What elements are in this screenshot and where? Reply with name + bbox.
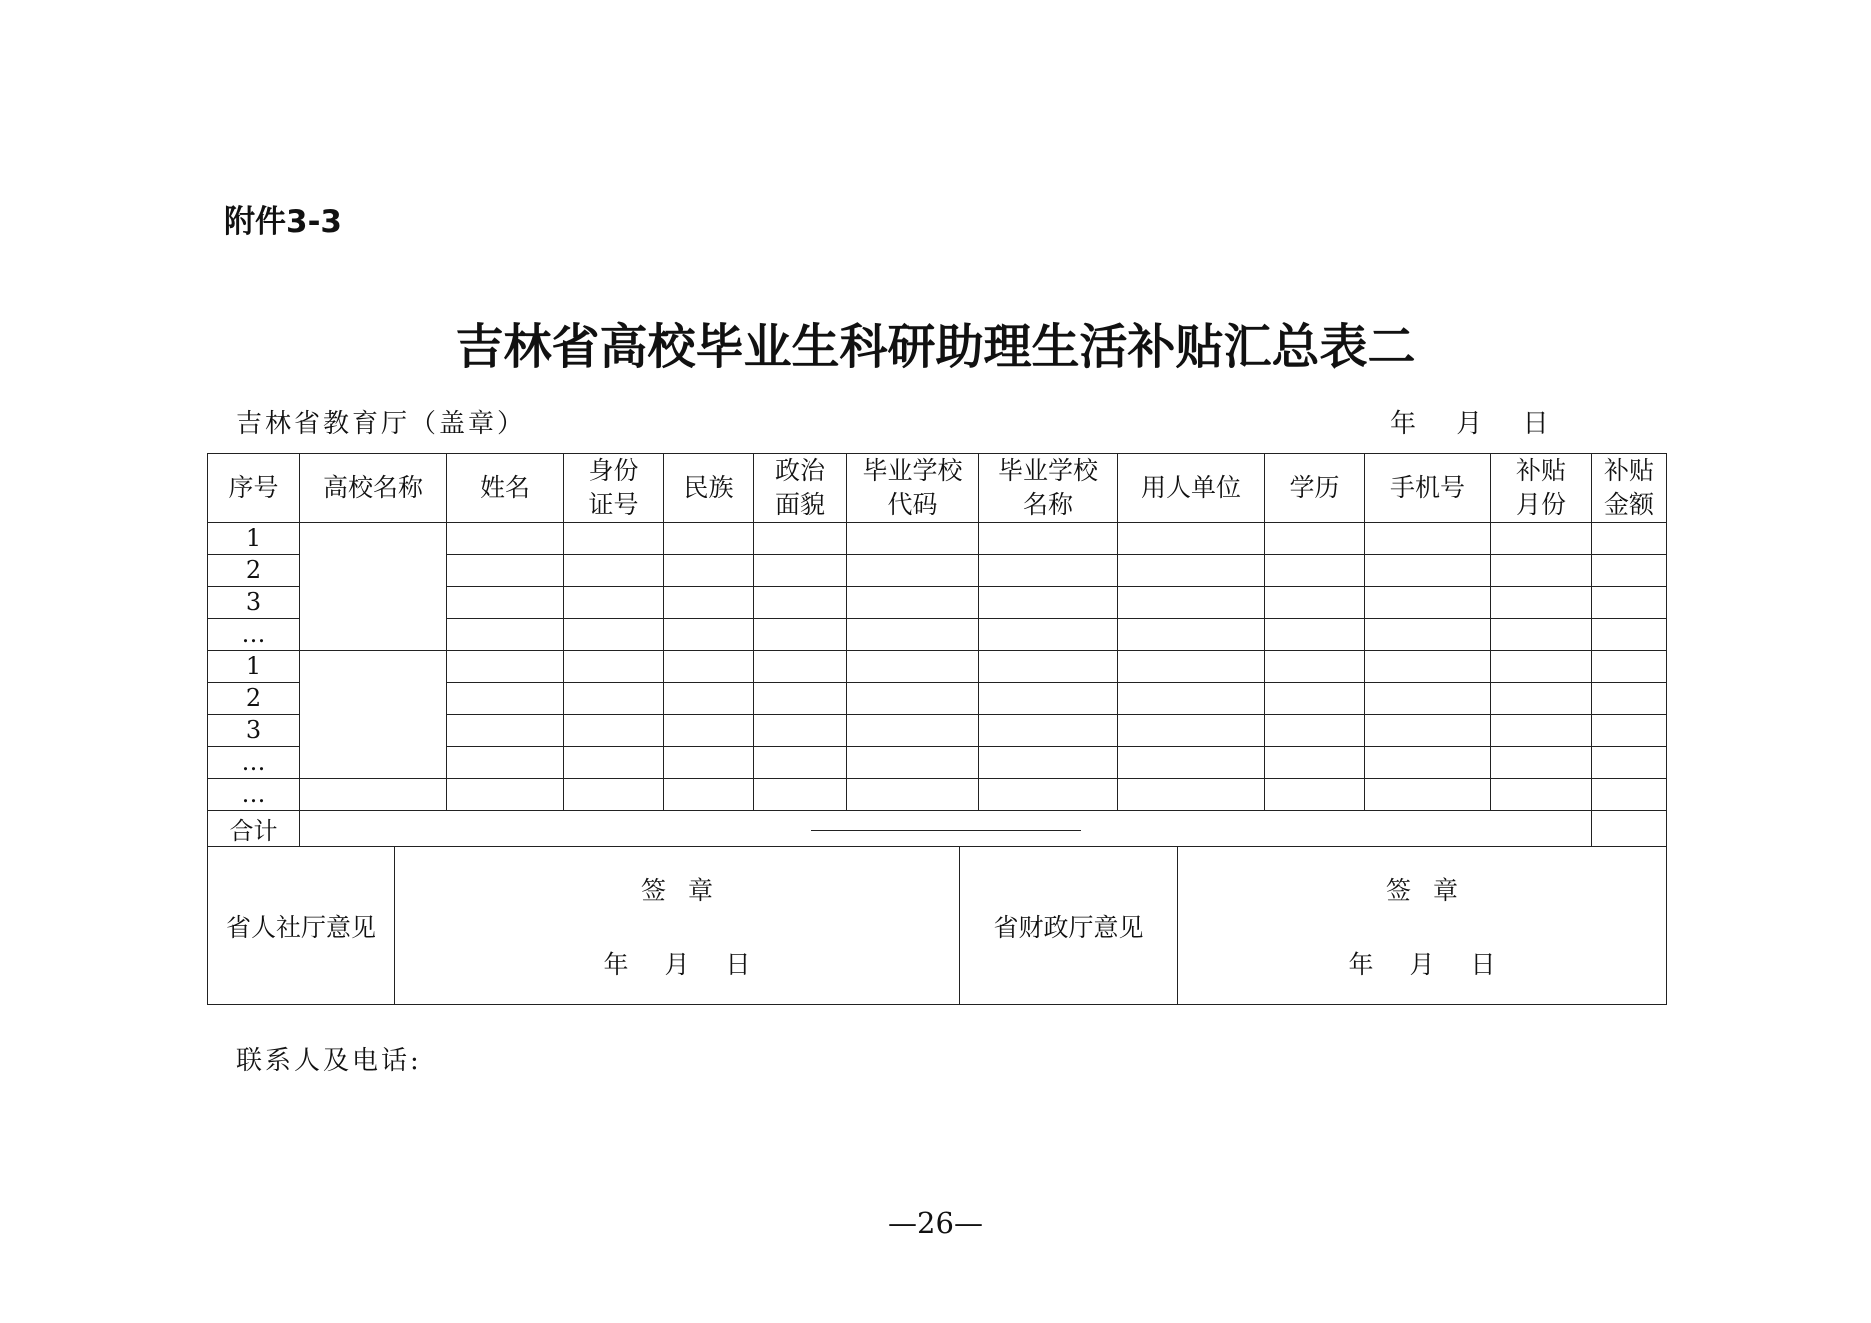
date-year: 年 bbox=[603, 949, 629, 979]
header-cell: 手机号 bbox=[1365, 454, 1491, 523]
header-cell: 高校名称 bbox=[300, 454, 447, 523]
hrss-opinion-label: 省人社厅意见 bbox=[208, 847, 395, 1005]
row-index: 3 bbox=[208, 715, 300, 747]
page-title: 吉林省高校毕业生科研助理生活补贴汇总表二 bbox=[455, 319, 1416, 375]
row-index: … bbox=[208, 747, 300, 779]
header-cell: 毕业学校 名称 bbox=[979, 454, 1118, 523]
header-cell: 民族 bbox=[664, 454, 754, 523]
dash-line bbox=[811, 830, 1081, 831]
approval-row bbox=[208, 847, 1667, 1005]
table-row bbox=[208, 523, 1667, 555]
header-cell: 用人单位 bbox=[1118, 454, 1265, 523]
signature-label: 签章 bbox=[1385, 875, 1480, 905]
table-row bbox=[208, 779, 1667, 811]
header-cell: 补贴 月份 bbox=[1491, 454, 1592, 523]
finance-opinion-label: 省财政厅意见 bbox=[960, 847, 1178, 1005]
row-index: 2 bbox=[208, 555, 300, 587]
date-day: 日 bbox=[725, 949, 751, 979]
total-merged-cell bbox=[300, 811, 1592, 847]
header-cell: 毕业学校 代码 bbox=[847, 454, 979, 523]
school-name-cell bbox=[300, 523, 447, 651]
school-name-cell bbox=[300, 651, 447, 779]
date-day: 日 bbox=[1470, 949, 1496, 979]
row-index: 2 bbox=[208, 683, 300, 715]
row-index: 1 bbox=[208, 523, 300, 555]
signature-label: 签章 bbox=[640, 875, 735, 905]
date-year: 年 bbox=[1390, 409, 1417, 439]
contact-label: 联系人及电话: bbox=[236, 1046, 422, 1076]
header-cell: 姓名 bbox=[447, 454, 564, 523]
date-month: 月 bbox=[664, 949, 690, 979]
page-number: —26— bbox=[888, 1206, 983, 1240]
header-cell: 身份 证号 bbox=[564, 454, 664, 523]
approval-table bbox=[207, 846, 1667, 1005]
row-index: 3 bbox=[208, 587, 300, 619]
finance-signature-area bbox=[1178, 847, 1667, 1005]
row-index: … bbox=[208, 779, 300, 811]
date-month: 月 bbox=[1456, 409, 1483, 439]
date-day: 日 bbox=[1522, 409, 1549, 439]
row-index: … bbox=[208, 619, 300, 651]
issuer-label: 吉林省教育厅（盖章） bbox=[236, 409, 527, 439]
header-cell: 序号 bbox=[208, 454, 300, 523]
summary-table bbox=[207, 453, 1667, 847]
header-row bbox=[208, 454, 1667, 523]
table-row bbox=[208, 651, 1667, 683]
header-cell: 学历 bbox=[1265, 454, 1365, 523]
header-cell: 补贴 金额 bbox=[1592, 454, 1667, 523]
date-month: 月 bbox=[1409, 949, 1435, 979]
hrss-signature-area bbox=[395, 847, 960, 1005]
date-year: 年 bbox=[1348, 949, 1374, 979]
issue-date bbox=[1390, 403, 1581, 440]
row-index: 1 bbox=[208, 651, 300, 683]
total-row bbox=[208, 811, 1667, 847]
attachment-label: 附件3-3 bbox=[224, 204, 343, 240]
total-label: 合计 bbox=[208, 811, 300, 847]
total-amount-cell bbox=[1592, 811, 1667, 847]
header-cell: 政治 面貌 bbox=[754, 454, 847, 523]
